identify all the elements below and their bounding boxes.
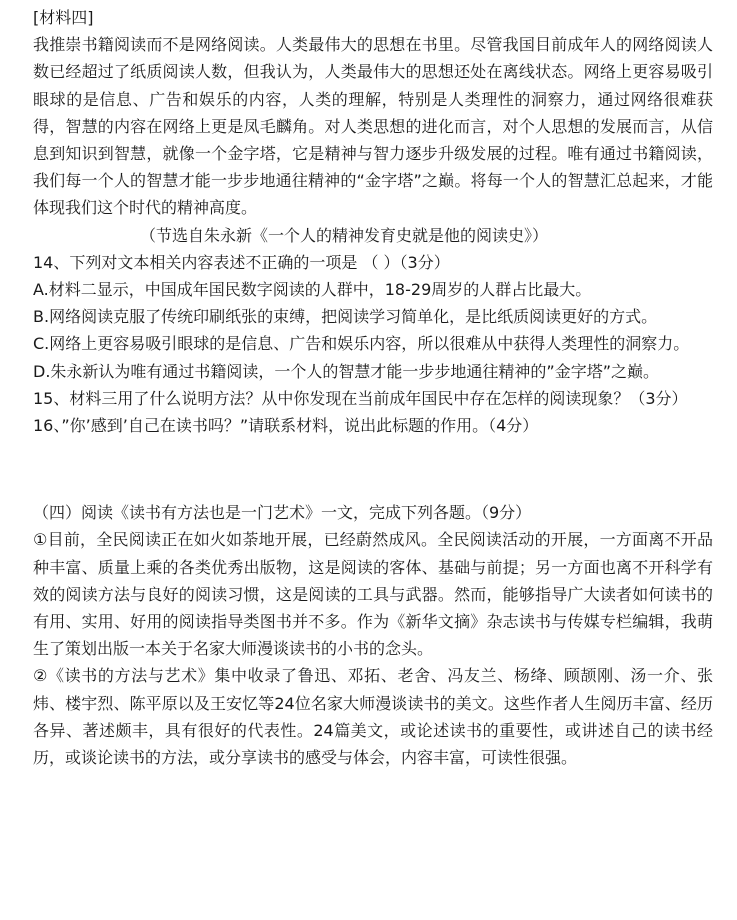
option-c: C.网络上更容易吸引眼球的是信息、广告和娱乐内容，所以很难从中获得人类理性的洞察力。 [33,334,690,354]
section-gap [0,439,737,499]
material-citation: （节选自朱永新《一个人的精神发育史就是他的阅读史》） [140,225,549,245]
question-15: 15、材料三用了什么说明方法？从中你发现在当前成年国民中存在怎样的阅读现象？（3分） [33,388,688,408]
material-body: 我推崇书籍阅读而不是网络阅读。人类最伟大的思想在书里。尽管我国目前成年人的网络阅读人数已经超过了纸质阅读人数，但我认为，人类最伟大的思想还处在离线状态。网络上更容易吸引眼球的是信息、广告和娱乐的内容，人类的理解，特别是人类理性的洞察力，通过网络很难获得，智慧的内容在网络上更是凤毛麟角。对人类思想的进化而言，对个人思想的发展而言，从信息到知识到智慧，就像一个金字塔，它是精神与智力逐步升级发展的过程。唯有通过书籍阅读，我们每一个人的智慧才能一步步地通往精神的“金字塔”之巅。将每一个人的智慧汇总起来，才能体现我们这个时代的精神高度。 [33,35,713,218]
section-paragraph-2: ②《读书的方法与艺术》集中收录了鲁迅、邓拓、老舍、冯友兰、杨绛、顾颉刚、汤一介、张炜、楼宇烈、陈平原以及王安忆等24位名家大师漫谈读书的美文。这些作者人生阅历丰富、经历各异、著述颇丰，具有很好的代表性。24篇美文，或论述读书的重要性，或讲述自己的读书经历，或谈论读书的方法，或分享读书的感受与体会，内容丰富，可读性很强。 [33,666,713,768]
question-14: 14、下列对文本相关内容表述不正确的一项是 （ ）（3分） [33,252,450,272]
question-16: 16、”你’感到’自己在读书吗？”请联系材料，说出此标题的作用。（4分） [33,416,539,436]
section-heading: （四）阅读《读书有方法也是一门艺术》一文，完成下列各题。（9分） [33,503,532,523]
material-heading: [材料四] [33,8,94,27]
section-paragraph-1: ①目前，全民阅读正在如火如荼地开展，已经蔚然成风。全民阅读活动的开展，一方面离不开品种丰富、质量上乘的各类优秀出版物，这是阅读的客体、基础与前提；另一方面也离不开科学有效的阅读方法与良好的阅读习惯，这是阅读的工具与武器。然而，能够指导广大读者如何读书的有用、实用、好用的阅读指导类图书并不多。作为《新华文摘》杂志读书与传媒专栏编辑，我萌生了策划出版一本关于名家大师漫谈读书的小书的念头。 [33,530,713,659]
option-a: A.材料二显示，中国成年国民数字阅读的人群中，18-29周岁的人群占比最大。 [33,280,592,300]
option-d: D.朱永新认为唯有通过书籍阅读，一个人的智慧才能一步步地通往精神的”金字塔”之巅。 [33,361,659,381]
option-b: B.网络阅读克服了传统印刷纸张的束缚，把阅读学习简单化，是比纸质阅读更好的方式。 [33,307,658,327]
